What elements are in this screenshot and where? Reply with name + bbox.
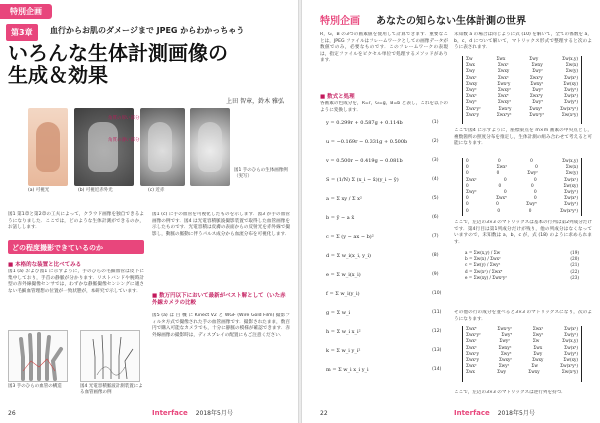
equation: f = Σ w_i(y_i) [326, 291, 360, 297]
equation-number: (10) [432, 291, 442, 296]
footer [454, 408, 535, 417]
issue: 2018年5月号 [195, 410, 233, 417]
equation: k = Σ w_i y_i² [326, 348, 361, 354]
equation-number: (12) [432, 329, 442, 334]
equation: b = ȳ − a x̄ [326, 215, 355, 221]
equation-number: (5) [432, 196, 439, 201]
body-text-r2c: ここで，左辺の3×3 のマトリックスは基本の行列は第2列成分だけです．第4行目は第1列成分だけが残り，他の列成分はなくなっていますので，未知数は a，b，c が，式 (18) のように求められます． [454, 220, 592, 245]
equation: d = Σ w_i(x_i, y_i) [326, 253, 371, 259]
series-tab: 特別企画 [0, 4, 52, 19]
equation-number: (9) [432, 272, 439, 277]
page-number: 22 [320, 410, 328, 417]
series-title: あなたの知らない生体計測の世界 [376, 16, 526, 27]
equation-number: (11) [432, 310, 442, 315]
equation: S = (1/N) Σ (x_i − x̄)(y_i − ȳ) [326, 177, 399, 183]
body-text-r1b: 各画素の色成分を，R=r，G=g，B=b と表し，これを以下のように変換します． [320, 101, 448, 113]
equation: c = Σ (y − ax − b)² [326, 234, 374, 240]
body-text-r2b: ここで図4 に示すように，座標東点を m×m 画素の中央点とし，複数箇所の照度分布を推定し，生体計測の組み合わせて考えると可能になります． [454, 128, 592, 147]
drawing-caption-b: 図4 光電容積脈波計測装置による血管画像の例 [80, 384, 143, 395]
equation-number: (2) [432, 139, 439, 144]
matrix-3: a = Σw(x,y) / Σw (19) b = Σw(x) / Σwx² (20) c = Σw(y) / Σwy² (21) d = Σw(x²) / Σwx⁴ (22) e = Σw(xy) / Σwx²y² (23) [465, 250, 579, 280]
equation: a = Σ xy / Σ x² [326, 196, 362, 202]
left-page [0, 0, 298, 423]
article-title [8, 42, 293, 86]
equation-number: (14) [432, 367, 442, 372]
equation: y = 0.299r + 0.587g + 0.114b [326, 120, 403, 126]
series-tab: 特別企画 [320, 16, 360, 27]
body-text-r2e: ここで，左辺の3×3 のマトリックスは逆行列を持つ． [454, 390, 566, 395]
caption-b: (b) 可視近赤外光 [78, 188, 113, 193]
body-text-col1b: 図1 (a) および図1 に示すように，手のひらの毛細血管は皮下に集中しており，手首の静脈が分かります．リストバンドや腕時計型の赤外線撮像センサでは，わずかな静脈撮像センシングに適さない毛細血管理想の位置が一致状態が，本研究で示しています． [8, 269, 144, 294]
equation-number: (8) [432, 253, 439, 258]
magazine-name: Interface [152, 409, 188, 417]
issue: 2018年5月号 [497, 410, 535, 417]
equation-number: (3) [432, 158, 439, 163]
footer [152, 408, 233, 417]
equation-number: (4) [432, 177, 439, 182]
caption-a: (a) 可視光 [28, 188, 50, 193]
hand-shape [88, 122, 118, 172]
equation-number: (7) [432, 234, 439, 239]
body-text-r2: 未知数 a の場合は同じように式 (10) を解いて，全ての係数を a，b，c，d について解いて，マトリックス形式で整理すると次のように表されます． [454, 32, 592, 51]
authors: 上田 智章，鈴木 雅弘 [226, 98, 284, 105]
annotation-thick: 角質の厚い部分 [108, 116, 140, 121]
title-line-2: 生成＆効果 [8, 63, 108, 87]
title-line-1: いろんな生体計測画像の [8, 41, 228, 65]
caption-d: 図1 手のひらの生体画像例（実写） [234, 168, 288, 179]
drawing-caption-a: 図3 手のひらの血管の構造 [8, 384, 62, 389]
matrix-4: Σwx⁴ Σwx²y² Σwx² Σw(x²) Σwx²y² Σwy⁴ Σwy² Σw(y²) Σwx² Σwy² Σw Σw(x,y) Σwx³ Σwxy² Σwx Σw(x³) Σwx²y Σwy³ Σwy Σw(y³) Σwx²y Σwxy² Σwxy Σw(xy) Σwx² Σwy² Σw Σw(x²y²) Σwx Σwy Σwxy Σw(x²y) [462, 326, 582, 382]
equation: v = 0.500r − 0.419g − 0.081b [326, 158, 403, 164]
annotation-thin: 角質の薄い部分 [108, 138, 140, 143]
subheading-2: ■ 数万円以下において最新がベスト解として（いた赤外線カメラの比較 [152, 293, 286, 306]
photo-visible [28, 108, 68, 186]
page-number: 26 [8, 410, 16, 417]
body-text-col2b: 図5 (a) は 目 機 に Kinect V2 と WGF (Wire Gold Film) 撮影フィルタ方式で撮像された手の血管画像です．撮影されたまま，数百円で購入可能なカメラでも，十分に静脈の模様が確認できます．赤外線画像の撮影時は，ディスプレイの配置にもご注意ください． [152, 313, 290, 338]
figure-drawings [8, 330, 144, 400]
matrix-1: Σw Σwx Σwy Σw(x,y) Σwx Σwx² Σwxy Σw(x) Σwy Σwxy Σwy² Σw(y) Σwx² Σwx³ Σwx²y Σw(x²) Σwxy Σwx²y Σwxy² Σw(xy) Σwy² Σwxy² Σwy³ Σw(y²) Σwx³ Σwx⁴ Σwx³y Σw(x³) Σwy³ Σwxy³ Σwy⁴ Σw(y³) Σwx²y² Σwx³y Σwxy³ Σw(x²y²) Σwx²y Σwx³y² Σwx²y³ Σw(x²y) [462, 56, 582, 124]
equation: h = Σ w_i x_i² [326, 329, 361, 335]
drawing-hand-vessels [8, 330, 68, 382]
hand-shape [198, 122, 222, 172]
body-text-col2: 図1 (c) に手の血管を可視化したものを示します．図3 が手の血管画像の例です．図4 は光電容積脈波撮影装置で取得した血管画像を示したものです．光電容積は皮膚の表面からの反射光を赤外線で撮影し，動脈の脈動に伴うパルス成分から血流分布を可視化します． [152, 212, 290, 237]
subheading-1: ■ 本格的な装置と比べてみる [8, 262, 82, 268]
body-text-r2d: その他の行の成分を並べると3×3 のマトリックスになり，次のようになります． [454, 310, 592, 322]
chapter-badge: 第3章 [6, 24, 38, 41]
equation: u = −0.169r − 0.331g + 0.500b [326, 139, 408, 145]
equation-number: (1) [432, 120, 439, 125]
equation-number: (13) [432, 348, 442, 353]
matrix-2: 0 0 0 Σw(x,y) 0 Σwx² 0 Σw(x) 0 0 Σwy² Σw(y) Σwx² 0 0 Σw(x²) 0 0 0 Σw(xy) Σwy² 0 0 Σw(y²) 0 Σwx⁴ 0 Σw(x³) 0 0 Σwy⁴ Σw(y³) 0 0 0 Σw(x²y²) [462, 158, 582, 216]
figure-hand-photos [8, 108, 293, 203]
magazine-name: Interface [454, 409, 490, 417]
right-page [302, 0, 600, 423]
photo-nir-2 [190, 108, 230, 186]
subheading-r1: ■ 数式と処理 [320, 94, 355, 100]
equation: e = Σ w_i(x_i) [326, 272, 361, 278]
photo-nir [140, 108, 185, 186]
equation: m = Σ w_i x_i y_i [326, 367, 369, 373]
body-text-col1: 図1 第1章と第2章の工夫によって，クラウド画像を独自できるようになりました．ここでは，どのような生体計測ができるのか，お話しします． [8, 212, 144, 231]
hand-shape [148, 122, 172, 172]
section-heading: どの程度撮影できているのか [8, 240, 144, 254]
hand-shape [36, 122, 60, 172]
equation: g = Σ w_i [326, 310, 351, 316]
hand-outline-icon [81, 331, 141, 383]
equation-number: (6) [432, 215, 439, 220]
caption-c: (c) 近赤 [148, 188, 165, 193]
article-subtitle: 血行からお肌のダメージまで JPEG からわかっちゃう [50, 26, 245, 35]
drawing-device-vessels [80, 330, 140, 382]
body-text-r1: R，G，B の3つの画素値を使用して計算できます．重要なことは，JPEG ファイルはフレームワークとしての画像データが数値でのみ，必要なものです．このフレームワークの表現は，指定ファイルをピクセル単位で処理するメソッドがあります． [320, 32, 448, 64]
hand-vessel-icon [9, 331, 69, 383]
